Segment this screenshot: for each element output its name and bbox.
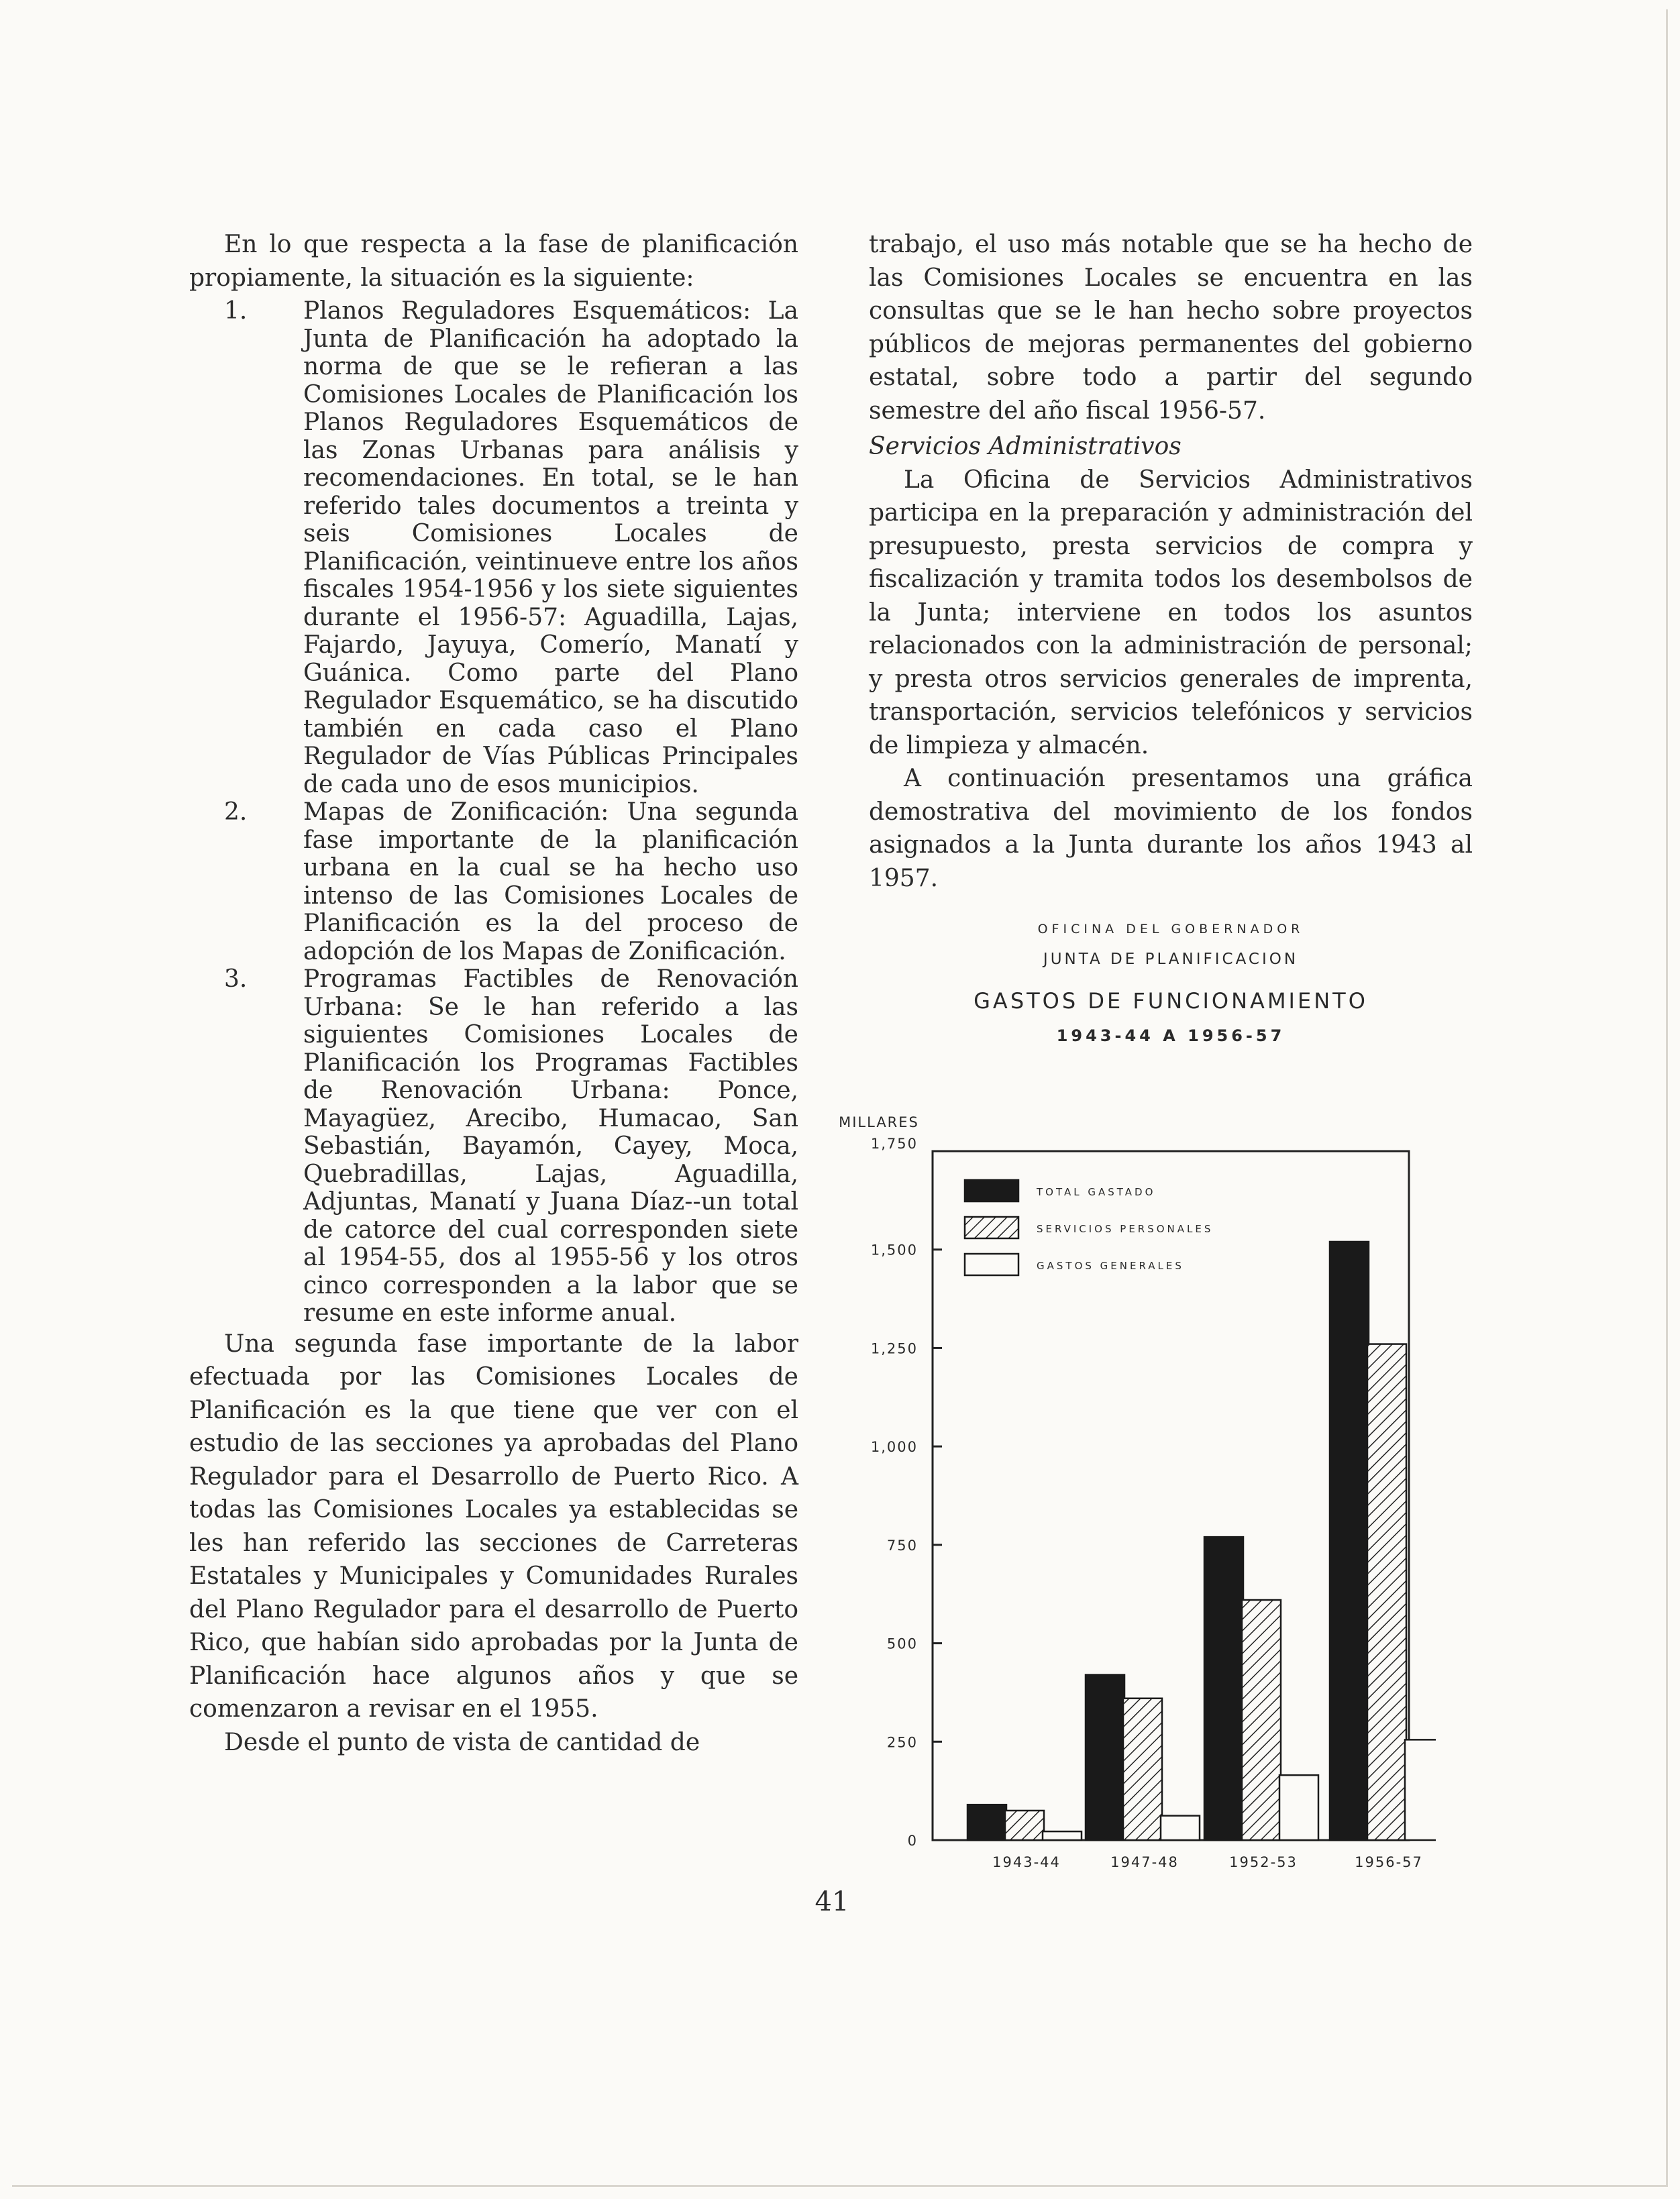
bar-open-1956-57 xyxy=(1405,1739,1436,1840)
paragraph-chart-intro: A continuación presentamos una gráfica demostrativa del movimiento de los fondos asignados a la Junta durante los años 1943 al 1957. xyxy=(869,765,1473,892)
intro-paragraph: En lo que respecta a la fase de planificación propiamente, la situación es la siguiente: xyxy=(189,231,798,292)
list-text: Planos Reguladores Esquemáticos: La Junta de Planificación ha adoptado la norma de que se le refieran a las Comisiones Locales de Planificación los Planos Reguladores Esquemáticos de las Zonas Urbanas para análisis y recomendaciones. En total, se le han referido tales documentos a treinta y seis Comisiones Locales de Planificación, veintinueve entre los años fiscales 1954-1956 y los siete siguientes durante el 1956-57: Aguadilla, Lajas, Fajardo, Jayuya, Comerío, Manatí y Guánica. Como parte del Plano Regulador Esquemático, se ha discutido también en cada caso el Plano Regulador de Vías Públicas Principales de cada uno de esos municipios. xyxy=(303,297,798,798)
y-tick-label: 1,250 xyxy=(870,1340,918,1357)
expenses-bar-chart xyxy=(832,1107,1436,1878)
y-tick-label: 250 xyxy=(886,1734,918,1751)
paragraph-2: Una segunda fase importante de la labor efectuada por las Comisiones Locales de Planificación es la que tiene que ver con el estudio de las secciones ya aprobadas del Plano Regulador para el Desarrollo de Puerto Rico. A todas las Comisiones Locales ya establecidas se les han referido las secciones de Carreteras Estatales y Municipales y Comunidades Rurales del Plano Regulador para el desarrollo de Puerto Rico, que habían sido aprobadas por la Junta de Planificación hace algunos años y que se comenzaron a revisar en el 1955. xyxy=(189,1330,798,1723)
bar-open-1947-48 xyxy=(1161,1816,1200,1840)
chart-office-label: OFICINA DEL GOBERNADOR xyxy=(1037,922,1304,936)
list-number: 2. xyxy=(224,798,248,826)
list-item xyxy=(189,297,798,798)
y-tick-label: 500 xyxy=(886,1635,918,1652)
bar-open-1952-53 xyxy=(1279,1775,1318,1840)
y-axis-title: MILLARES xyxy=(839,1114,919,1130)
left-column xyxy=(189,228,798,1759)
bar-hatch-1947-48 xyxy=(1123,1699,1162,1840)
paragraph-services: La Oficina de Servicios Administrativos participa en la preparación y administración del presupuesto, presta servicios de compra y fiscalización y tramita todos los desembolsos de la Junta; interviene en todos los asuntos relacionados con la administración de personal; y presta otros servicios generales de imprenta, transportación, servicios telefónicos y servicios de limpieza y almacén. xyxy=(869,466,1473,759)
paragraph-continued: trabajo, el uso más notable que se ha hecho de las Comisiones Locales se encuentra en las consultas que se le han hecho sobre proyectos públicos de mejoras permanentes del gobierno estatal, sobre todo a partir del segundo semestre del año fiscal 1956-57. xyxy=(869,231,1473,425)
x-tick-label: 1947-48 xyxy=(1110,1854,1179,1870)
paragraph-3: Desde el punto de vista de cantidad de xyxy=(224,1728,700,1756)
section-subheading: Servicios Administrativos xyxy=(869,433,1182,460)
legend-swatch-solid xyxy=(965,1180,1018,1201)
legend-swatch-open xyxy=(965,1254,1018,1275)
chart-subtitle: 1943-44 A 1956-57 xyxy=(1056,1026,1285,1045)
bar-hatch-1956-57 xyxy=(1367,1344,1406,1840)
x-tick-label: 1943-44 xyxy=(992,1854,1061,1870)
bar-open-1943-44 xyxy=(1043,1831,1082,1840)
y-tick-label: 1,750 xyxy=(870,1136,918,1152)
legend-label: SERVICIOS PERSONALES xyxy=(1037,1223,1214,1235)
bar-solid-1952-53 xyxy=(1204,1537,1243,1840)
list-text: Mapas de Zonificación: Una segunda fase importante de la planificación urbana en la cual se ha hecho uso intenso de las Comisiones Locales de Planificación es la del proceso de adopción de los Mapas de Zonificación. xyxy=(303,798,798,965)
bar-hatch-1952-53 xyxy=(1242,1600,1281,1840)
chart-junta-label: JUNTA DE PLANIFICACION xyxy=(1043,951,1299,968)
y-tick-label: 1,500 xyxy=(870,1242,918,1258)
legend-swatch-hatch xyxy=(965,1217,1018,1238)
x-tick-label: 1952-53 xyxy=(1229,1854,1298,1870)
list-item xyxy=(189,965,798,1328)
list-text: Programas Factibles de Renovación Urbana: Se le han referido a las siguientes Comisiones Locales de Planificación los Programas Factibles de Renovación Urbana: Ponce, Mayagüez, Arecibo, Humacao, San Sebastián, Bayamón, Cayey, Moca, Quebradillas, Lajas, Aguadilla, Adjuntas, Manatí y Juana Díaz--un total de catorce del cual corresponden siete al 1954-55, dos al 1955-56 y los otros cinco corresponden a la labor que se resume en este informe anual. xyxy=(303,965,798,1327)
list-number: 3. xyxy=(224,965,248,993)
x-tick-label: 1956-57 xyxy=(1355,1854,1423,1870)
chart-title: GASTOS DE FUNCIONAMIENTO xyxy=(974,988,1368,1014)
bar-hatch-1943-44 xyxy=(1005,1811,1044,1840)
legend-label: GASTOS GENERALES xyxy=(1037,1260,1184,1272)
y-tick-label: 750 xyxy=(886,1537,918,1554)
bar-solid-1956-57 xyxy=(1330,1242,1369,1840)
bar-solid-1943-44 xyxy=(967,1805,1006,1840)
page-number: 41 xyxy=(815,1886,849,1917)
bar-solid-1947-48 xyxy=(1086,1675,1124,1840)
list-number: 1. xyxy=(224,297,248,325)
list-item xyxy=(189,798,798,965)
y-tick-label: 0 xyxy=(907,1833,918,1849)
legend-label: TOTAL GASTADO xyxy=(1037,1186,1156,1198)
right-column xyxy=(869,228,1473,895)
y-tick-label: 1,000 xyxy=(870,1439,918,1456)
numbered-list xyxy=(189,297,798,1328)
